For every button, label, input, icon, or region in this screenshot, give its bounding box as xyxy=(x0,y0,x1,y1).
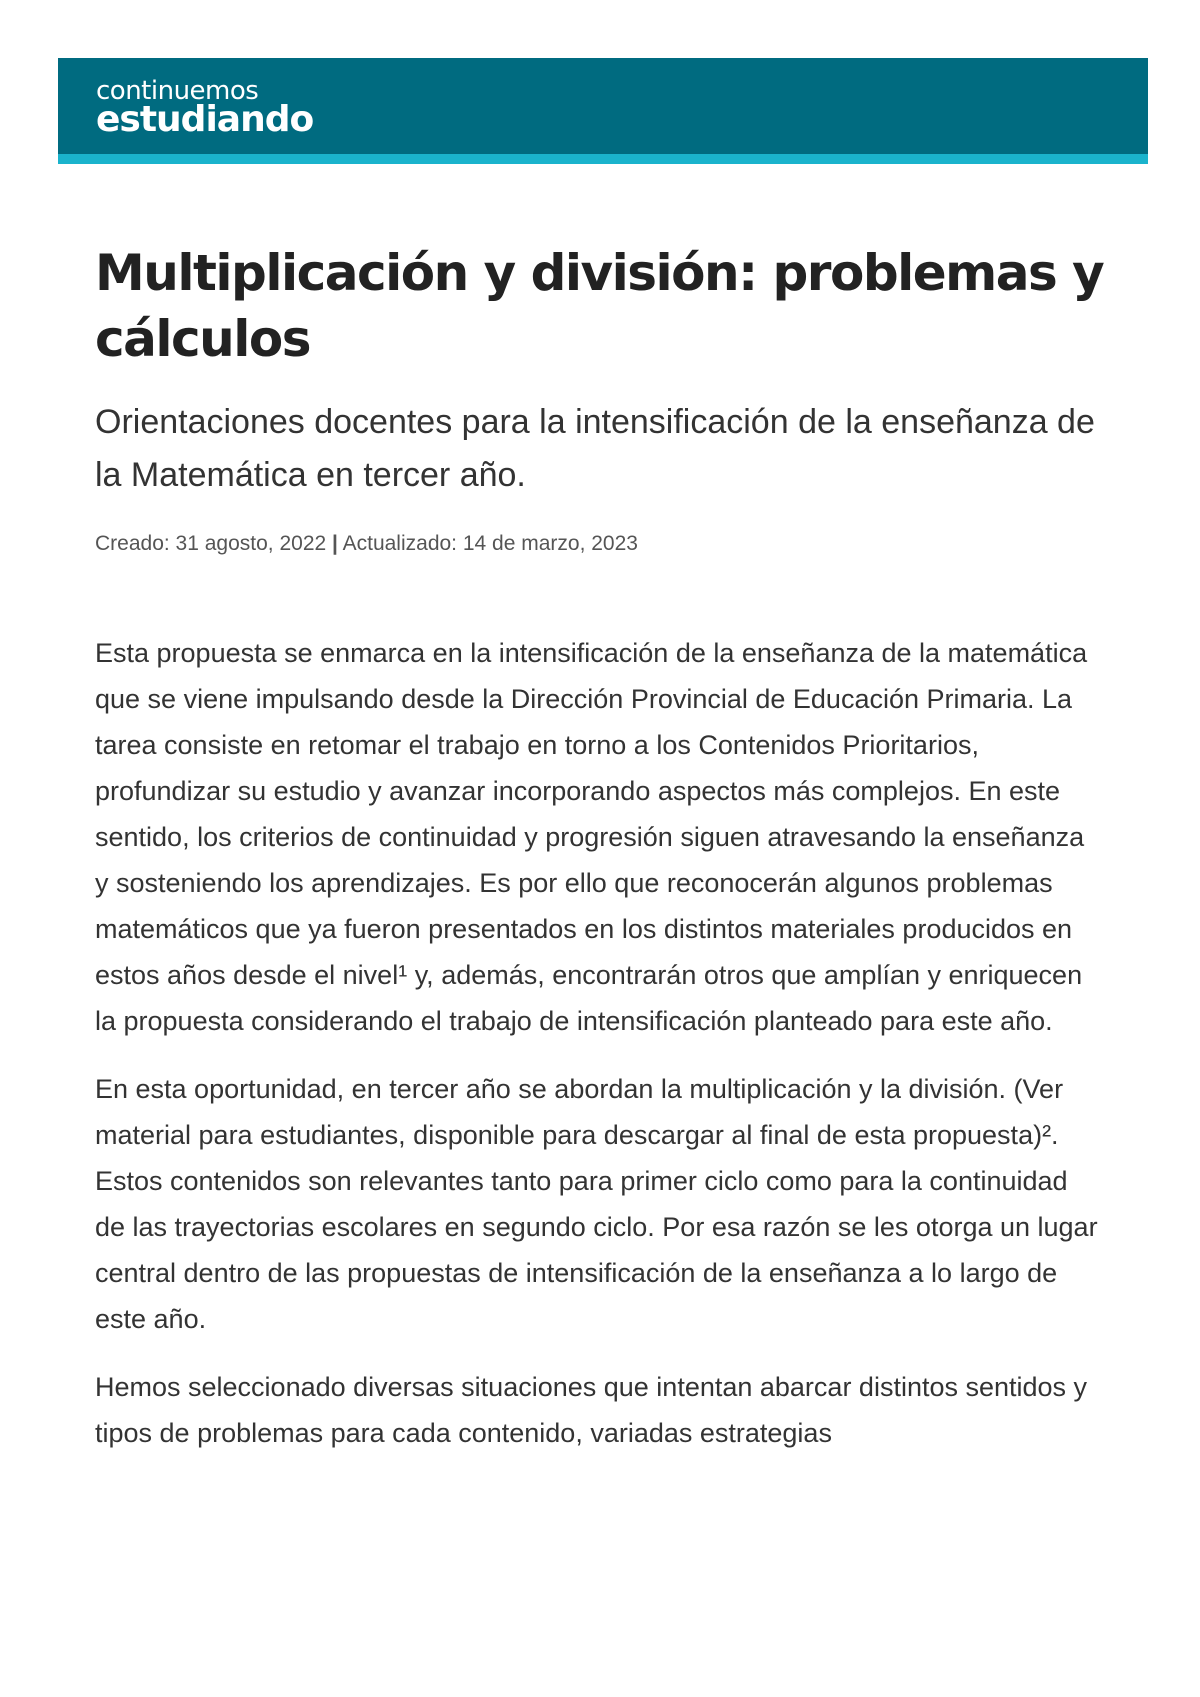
updated-date: Actualizado: 14 de marzo, 2023 xyxy=(342,532,638,555)
logo-line-continuemos: continuemos xyxy=(96,76,259,106)
date-separator: | xyxy=(332,532,338,555)
article-body xyxy=(95,630,1105,1456)
paragraph-2: En esta oportunidad, en tercer año se abordan la multiplicación y la división. (Ver material para estudiantes, disponible para descargar al final de esta propuesta)². Estos contenidos son relevantes tanto para primer ciclo como para la continuidad de las trayectorias escolares en segundo ciclo. Por esa razón se les otorga un lugar central dentro de las propuestas de intensificación de la enseñanza a lo largo de este año. xyxy=(95,1074,1098,1334)
paragraph-1: Esta propuesta se enmarca en la intensificación de la enseñanza de la matemática que se viene impulsando desde la Dirección Provincial de Educación Primaria. La tarea consiste en retomar el trabajo en torno a los Contenidos Prioritarios, profundizar su estudio y avanzar incorporando aspectos más complejos. En este sentido, los criterios de continuidad y progresión siguen atravesando la enseñanza y sosteniendo los aprendizajes. Es por ello que reconocerán algunos problemas matemáticos que ya fueron presentados en los distintos materiales producidos en estos años desde el nivel¹ y, además, encontrarán otros que amplían y enriquecen la propuesta considerando el trabajo de intensificación planteado para este año. xyxy=(95,638,1088,1036)
created-date: Creado: 31 agosto, 2022 xyxy=(95,532,327,555)
article-dates xyxy=(95,532,1105,556)
article xyxy=(95,240,1105,1478)
paragraph-3: Hemos seleccionado diversas situaciones que intentan abarcar distintos sentidos y tipos de problemas para cada contenido, variadas estrategias xyxy=(95,1372,1088,1448)
article-subtitle: Orientaciones docentes para la intensificación de la enseñanza de la Matemática en tercer año. xyxy=(95,403,1095,494)
site-logo[interactable] xyxy=(96,78,313,138)
logo-line-estudiando: estudiando xyxy=(96,99,314,140)
site-header xyxy=(58,58,1148,164)
page-title: Multiplicación y división: problemas y cálculos xyxy=(95,244,1104,368)
